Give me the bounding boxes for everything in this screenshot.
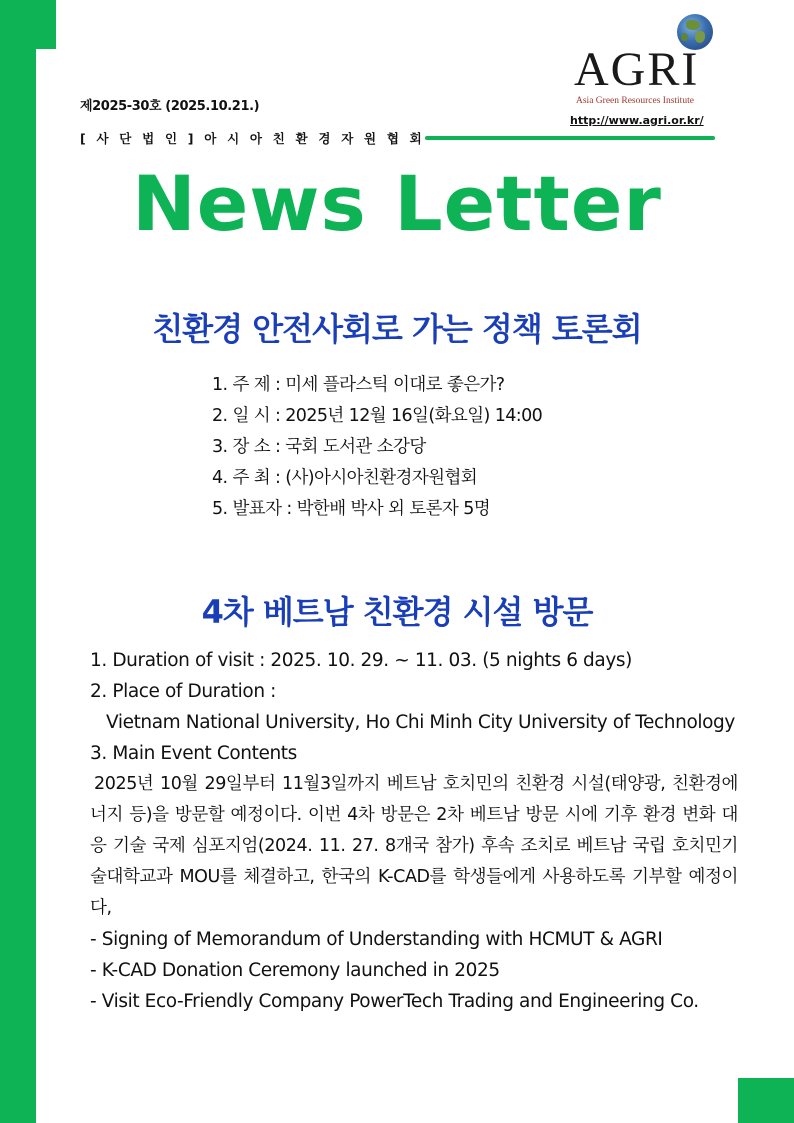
duration-text: 1. Duration of visit : 2025. 10. 29. ~ 11. 03. (5 nights 6 days) [90, 650, 632, 671]
section2-heading: 4차 베트남 친환경 시설 방문 [201, 593, 593, 631]
agri-logo [560, 12, 720, 112]
top-green-tab [36, 0, 56, 49]
list-item: 5. 발표자 : 박한배 박사 외 토론자 5명 [212, 499, 491, 519]
section1-heading: 친환경 안전사회로 가는 정책 토론회 [152, 310, 642, 348]
section1-list [212, 370, 542, 525]
contents-label: 3. Main Event Contents [90, 743, 297, 764]
bullet-item: - Visit Eco-Friendly Company PowerTech Trading and Engineering Co. [90, 991, 699, 1012]
website-link[interactable]: http://www.agri.or.kr/ [570, 114, 704, 127]
list-item: 3. 장 소 : 국회 도서관 소강당 [212, 437, 426, 457]
contents-paragraph: 2025년 10월 29일부터 11월3일까지 베트남 호치민의 친환경 시설(태양광, 친환경에너지 등)을 방문할 예정이다. 이번 4차 방문은 2차 베트남 방문 시에 기후 환경 변화 대응 기술 국제 심포지엄(2024. 11. 27. 8개국 참가) 후속 조치로 베트남 국립 호치민기술대학교과 MOU를 체결하고, 한국의 K-CAD를 학생들에게 사용하도록 기부할 예정이다, [90, 774, 738, 918]
header-rule [425, 136, 715, 140]
place-text: Vietnam National University, Ho Chi Minh City University of Technology [106, 712, 735, 733]
newsletter-title: News Letter [132, 159, 662, 248]
place-label: 2. Place of Duration : [90, 681, 276, 702]
bottom-right-green-square [738, 1078, 794, 1123]
organization-name: [ 사 단 법 인 ] 아 시 아 친 환 경 자 원 협 회 [80, 131, 425, 146]
bullet-item: - Signing of Memorandum of Understanding with HCMUT & AGRI [90, 929, 663, 950]
logo-subtitle: Asia Green Resources Institute [576, 96, 694, 106]
list-item: 4. 주 최 : (사)아시아친환경자원협회 [212, 468, 478, 488]
list-item: 1. 주 제 : 미세 플라스틱 이대로 좋은가? [212, 375, 505, 395]
bullet-item: - K-CAD Donation Ceremony launched in 2025 [90, 960, 500, 981]
issue-number: 제2025-30호 (2025.10.21.) [80, 99, 260, 114]
logo-wordmark: AGRI [574, 43, 700, 96]
section2-body [90, 645, 738, 1017]
list-item: 2. 일 시 : 2025년 12월 16일(화요일) 14:00 [212, 406, 543, 426]
